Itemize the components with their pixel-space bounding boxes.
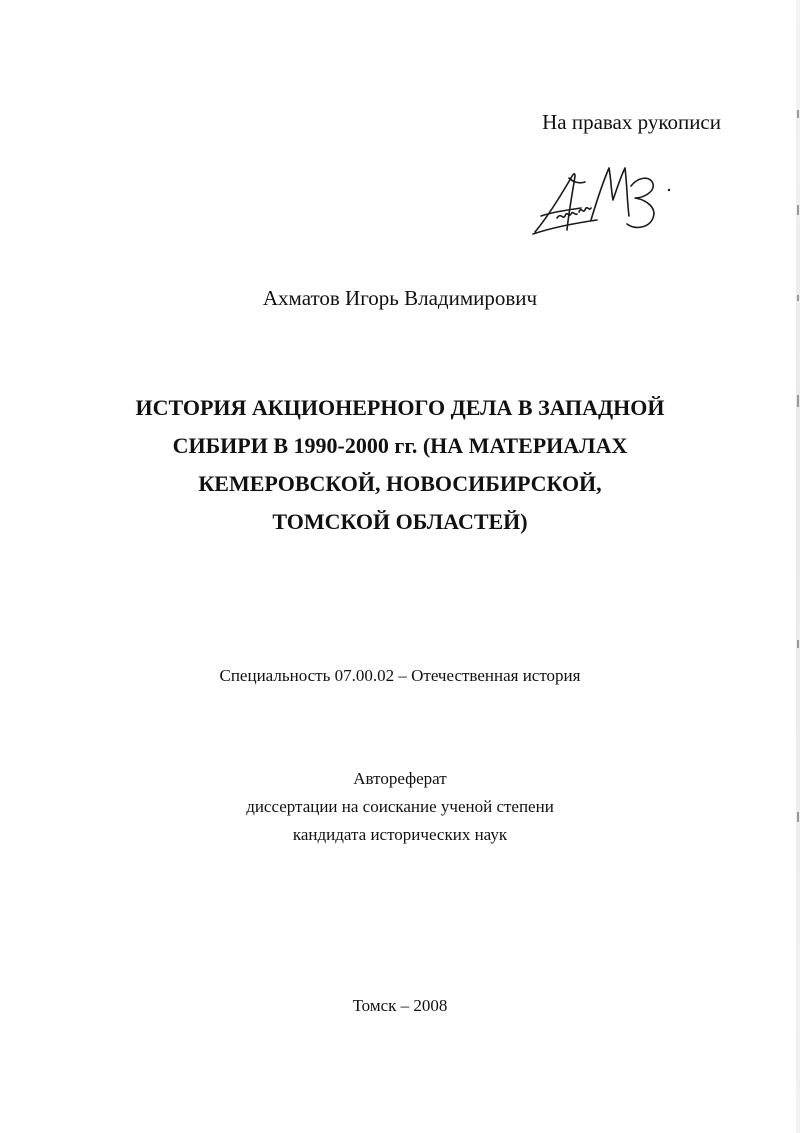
title-line: КЕМЕРОВСКОЙ, НОВОСИБИРСКОЙ, <box>198 471 602 496</box>
title-line: ТОМСКОЙ ОБЛАСТЕЙ) <box>272 509 528 534</box>
abstract-line: диссертации на соискание ученой степени <box>246 797 554 816</box>
author-name: Ахматов Игорь Владимирович <box>262 286 538 310</box>
place-year: Томск – 2008 <box>352 996 448 1015</box>
title-line: СИБИРИ В 1990-2000 гг. (НА МАТЕРИАЛАХ <box>172 433 628 458</box>
specialty-line: Специальность 07.00.02 – Отечественная история <box>219 666 581 685</box>
dissertation-title <box>100 389 700 541</box>
abstract-line: Автореферат <box>353 769 447 788</box>
manuscript-note: На правах рукописи <box>542 110 721 134</box>
abstract-line: кандидата исторических наук <box>292 825 508 844</box>
abstract-block <box>0 765 800 849</box>
signature-icon <box>527 160 687 240</box>
scan-edge <box>796 0 800 1133</box>
title-line: ИСТОРИЯ АКЦИОНЕРНОГО ДЕЛА В ЗАПАДНОЙ <box>135 395 665 420</box>
